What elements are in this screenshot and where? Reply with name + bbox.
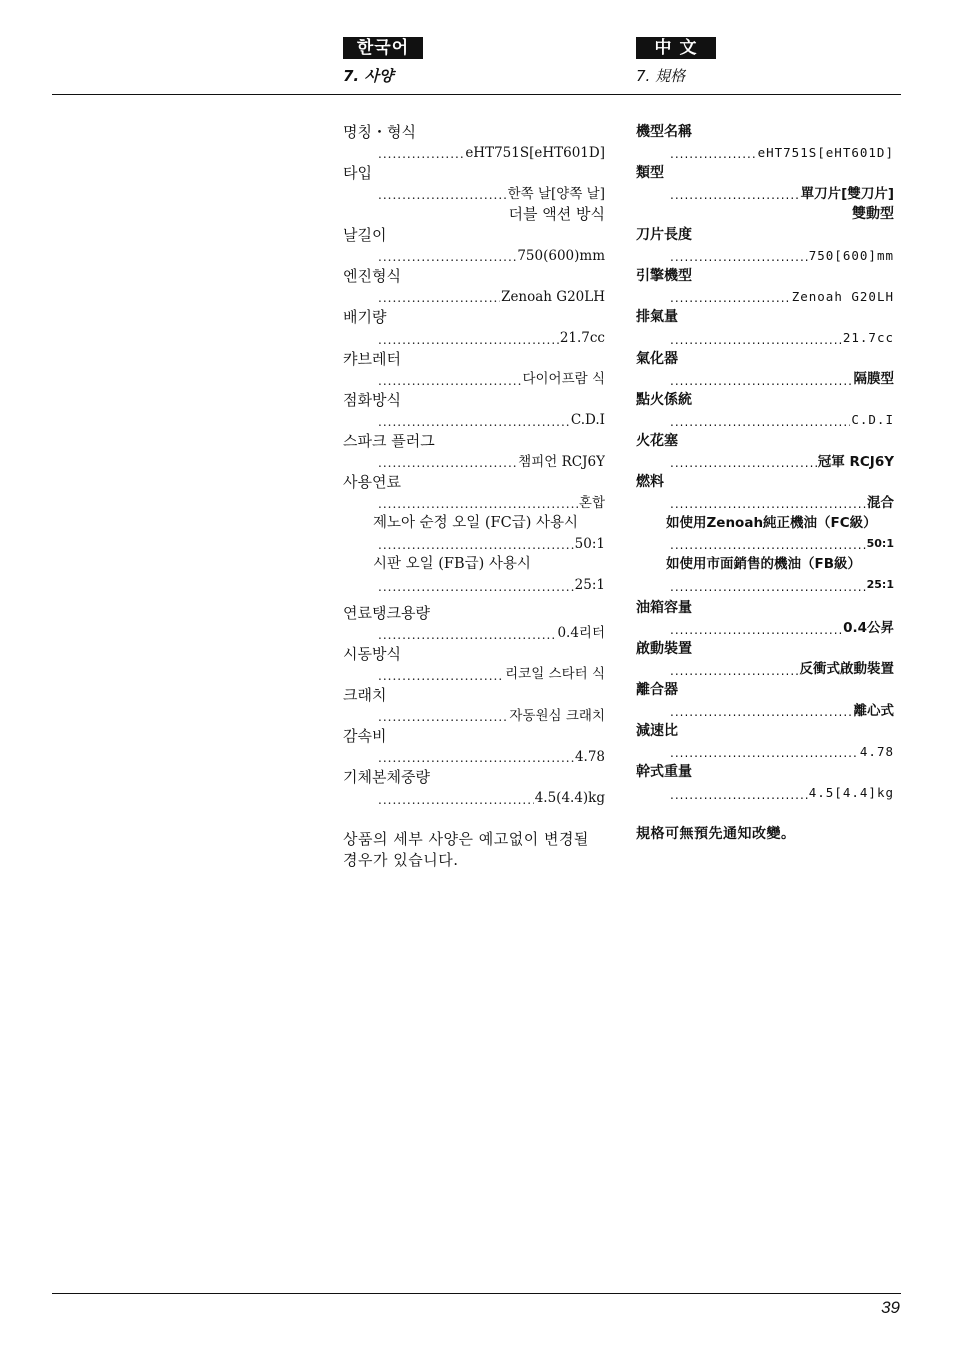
spec-row-engine [378, 287, 605, 308]
spec-value-spark-plug: 챔피언 RCJ6Y [518, 453, 605, 470]
spec-row-starter [378, 664, 605, 685]
spec-label-type: 타입 [343, 164, 372, 183]
spec-label-gear-ratio: 감속비 [343, 727, 387, 746]
spec-value-ignition: C.D.I [570, 412, 605, 429]
spec-row-fuel-genuine-ratio [378, 534, 605, 555]
spec-label-ignition: 點火係統 [636, 391, 692, 408]
spec-row-spark-plug [378, 452, 605, 473]
spec-row-tank [670, 618, 894, 639]
spec-fuel-sub-genuine: 제노아 순정 오일 (FC급) 사용시 [373, 515, 578, 532]
spec-change-note: 상품의 세부 사양은 예고없이 변경될 경우가 있습니다. [343, 829, 589, 869]
spec-value-tank: 0.4리터 [557, 625, 605, 642]
spec-row-model [378, 143, 605, 164]
spec-value-clutch: 離心式 [853, 702, 894, 719]
spec-label-engine: 엔진형식 [343, 267, 401, 286]
spec-label-carburetor: 氣化器 [636, 350, 678, 367]
spec-value-type-continued: 雙動型 [852, 206, 894, 223]
spec-label-displacement: 배기량 [343, 308, 387, 327]
spec-value-starter: 리코일 스타터 식 [505, 666, 605, 683]
spec-row-type [670, 184, 894, 205]
spec-row-model [670, 143, 894, 164]
korean-spec-column [343, 122, 605, 871]
spec-value-fuel: 混合 [867, 494, 894, 511]
spec-row-displacement [378, 328, 605, 349]
spec-label-type: 類型 [636, 165, 664, 182]
spec-label-fuel: 燃料 [636, 474, 664, 491]
spec-value-engine: Zenoah G20LH [791, 288, 894, 304]
korean-language-badge: 한국어 [343, 37, 423, 59]
spec-value-displacement: 21.7cc [842, 329, 894, 345]
page-number: 39 [881, 1298, 900, 1317]
spec-label-spark-plug: 火花塞 [636, 432, 678, 449]
spec-row-blade [670, 246, 894, 267]
spec-row-carburetor [378, 369, 605, 390]
spec-row-starter [670, 659, 894, 680]
spec-row-spark-plug [670, 452, 894, 473]
spec-row-weight [378, 788, 605, 809]
chinese-language-badge: 中 文 [636, 37, 716, 59]
chinese-section-title: 7. 規格 [636, 67, 686, 85]
spec-row-blade [378, 246, 605, 267]
spec-label-displacement: 排氣量 [636, 309, 678, 326]
spec-value-ignition: C.D.I [851, 412, 894, 428]
spec-value-starter: 反衝式啟動裝置 [799, 661, 894, 678]
spec-label-weight: 幹式重量 [636, 764, 692, 781]
spec-label-blade: 刀片長度 [636, 226, 692, 243]
spec-value-displacement: 21.7cc [559, 329, 605, 346]
spec-value-spark-plug: 冠軍 RCJ6Y [817, 453, 894, 470]
spec-row-fuel [670, 493, 894, 514]
spec-label-starter: 啟動裝置 [636, 640, 692, 657]
spec-row-gear-ratio [378, 747, 605, 768]
spec-label-tank: 油箱容量 [636, 599, 692, 616]
spec-value-weight: 4.5[4.4]kg [808, 785, 894, 800]
spec-label-spark-plug: 스파크 플러그 [343, 431, 435, 450]
spec-value-fuel-commercial-ratio: 25:1 [574, 577, 605, 594]
spec-value-model: eHT751S[eHT601D] [757, 144, 894, 160]
spec-row-clutch [378, 706, 605, 727]
spec-row-ignition [378, 410, 605, 431]
spec-label-tank: 연료탱크용량 [343, 603, 430, 622]
spec-label-clutch: 크래치 [343, 686, 387, 705]
spec-label-ignition: 점화방식 [343, 390, 401, 409]
spec-value-engine: Zenoah G20LH [501, 288, 605, 305]
spec-label-blade: 날길이 [343, 225, 387, 244]
spec-value-fuel-genuine-ratio: 50:1 [866, 536, 894, 550]
spec-value-carburetor: 다이어프람 식 [522, 371, 605, 388]
spec-label-carburetor: 캬브레터 [343, 349, 401, 368]
spec-row-ignition [670, 410, 894, 431]
spec-label-starter: 시동방식 [343, 644, 401, 663]
spec-row-gear-ratio [670, 742, 894, 763]
spec-row-carburetor [670, 369, 894, 390]
spec-value-weight: 4.5(4.4)kg [534, 790, 605, 806]
spec-row-fuel-commercial-ratio [378, 575, 605, 596]
spec-row-fuel-commercial-ratio [670, 575, 894, 596]
spec-value-fuel: 혼합 [578, 494, 605, 511]
spec-value-type: 한쪽 날[양쪽 날] [507, 185, 605, 202]
spec-value-blade: 750(600)mm [517, 247, 605, 264]
spec-row-displacement [670, 328, 894, 349]
spec-value-gear-ratio: 4.78 [574, 748, 605, 765]
spec-row-tank [378, 623, 605, 644]
spec-fuel-sub-genuine: 如使用Zenoah純正機油（FC級） [666, 515, 877, 532]
spec-row-type [378, 184, 605, 205]
header-rule [52, 94, 901, 95]
spec-row-clutch [670, 701, 894, 722]
spec-label-model: 명칭・형식 [343, 123, 416, 141]
spec-value-blade: 750[600]mm [808, 247, 894, 263]
spec-label-weight: 기체본체중량 [343, 768, 430, 787]
spec-label-engine: 引擎機型 [636, 268, 692, 285]
spec-label-fuel: 사용연료 [343, 473, 401, 492]
spec-value-fuel-commercial-ratio: 25:1 [866, 578, 894, 592]
spec-label-gear-ratio: 減速比 [636, 723, 678, 740]
spec-label-clutch: 離合器 [636, 682, 678, 699]
spec-value-model: eHT751S[eHT601D] [465, 144, 605, 161]
spec-value-fuel-genuine-ratio: 50:1 [574, 535, 605, 552]
spec-value-type-continued: 더블 액션 방식 [508, 205, 605, 224]
korean-section-title: 7. 사양 [343, 67, 394, 85]
spec-value-clutch: 자동원심 크래치 [509, 707, 605, 724]
spec-row-weight [670, 783, 894, 804]
spec-row-fuel-genuine-ratio [670, 534, 894, 555]
spec-value-type: 單刀片[雙刀片] [800, 185, 894, 202]
spec-fuel-sub-commercial: 如使用市面銷售的機油（FB級） [666, 556, 862, 573]
chinese-spec-column [636, 122, 894, 845]
spec-change-note: 規格可無預先通知改變。 [636, 825, 796, 842]
spec-row-fuel [378, 493, 605, 514]
spec-value-gear-ratio: 4.78 [859, 743, 894, 759]
spec-row-engine [670, 287, 894, 308]
spec-label-model: 機型名稱 [636, 124, 692, 140]
spec-value-tank: 0.4公昇 [843, 620, 894, 637]
footer-rule [52, 1293, 901, 1294]
spec-value-carburetor: 隔膜型 [853, 371, 894, 388]
spec-fuel-sub-commercial: 시판 오일 (FB급) 사용시 [373, 556, 531, 573]
